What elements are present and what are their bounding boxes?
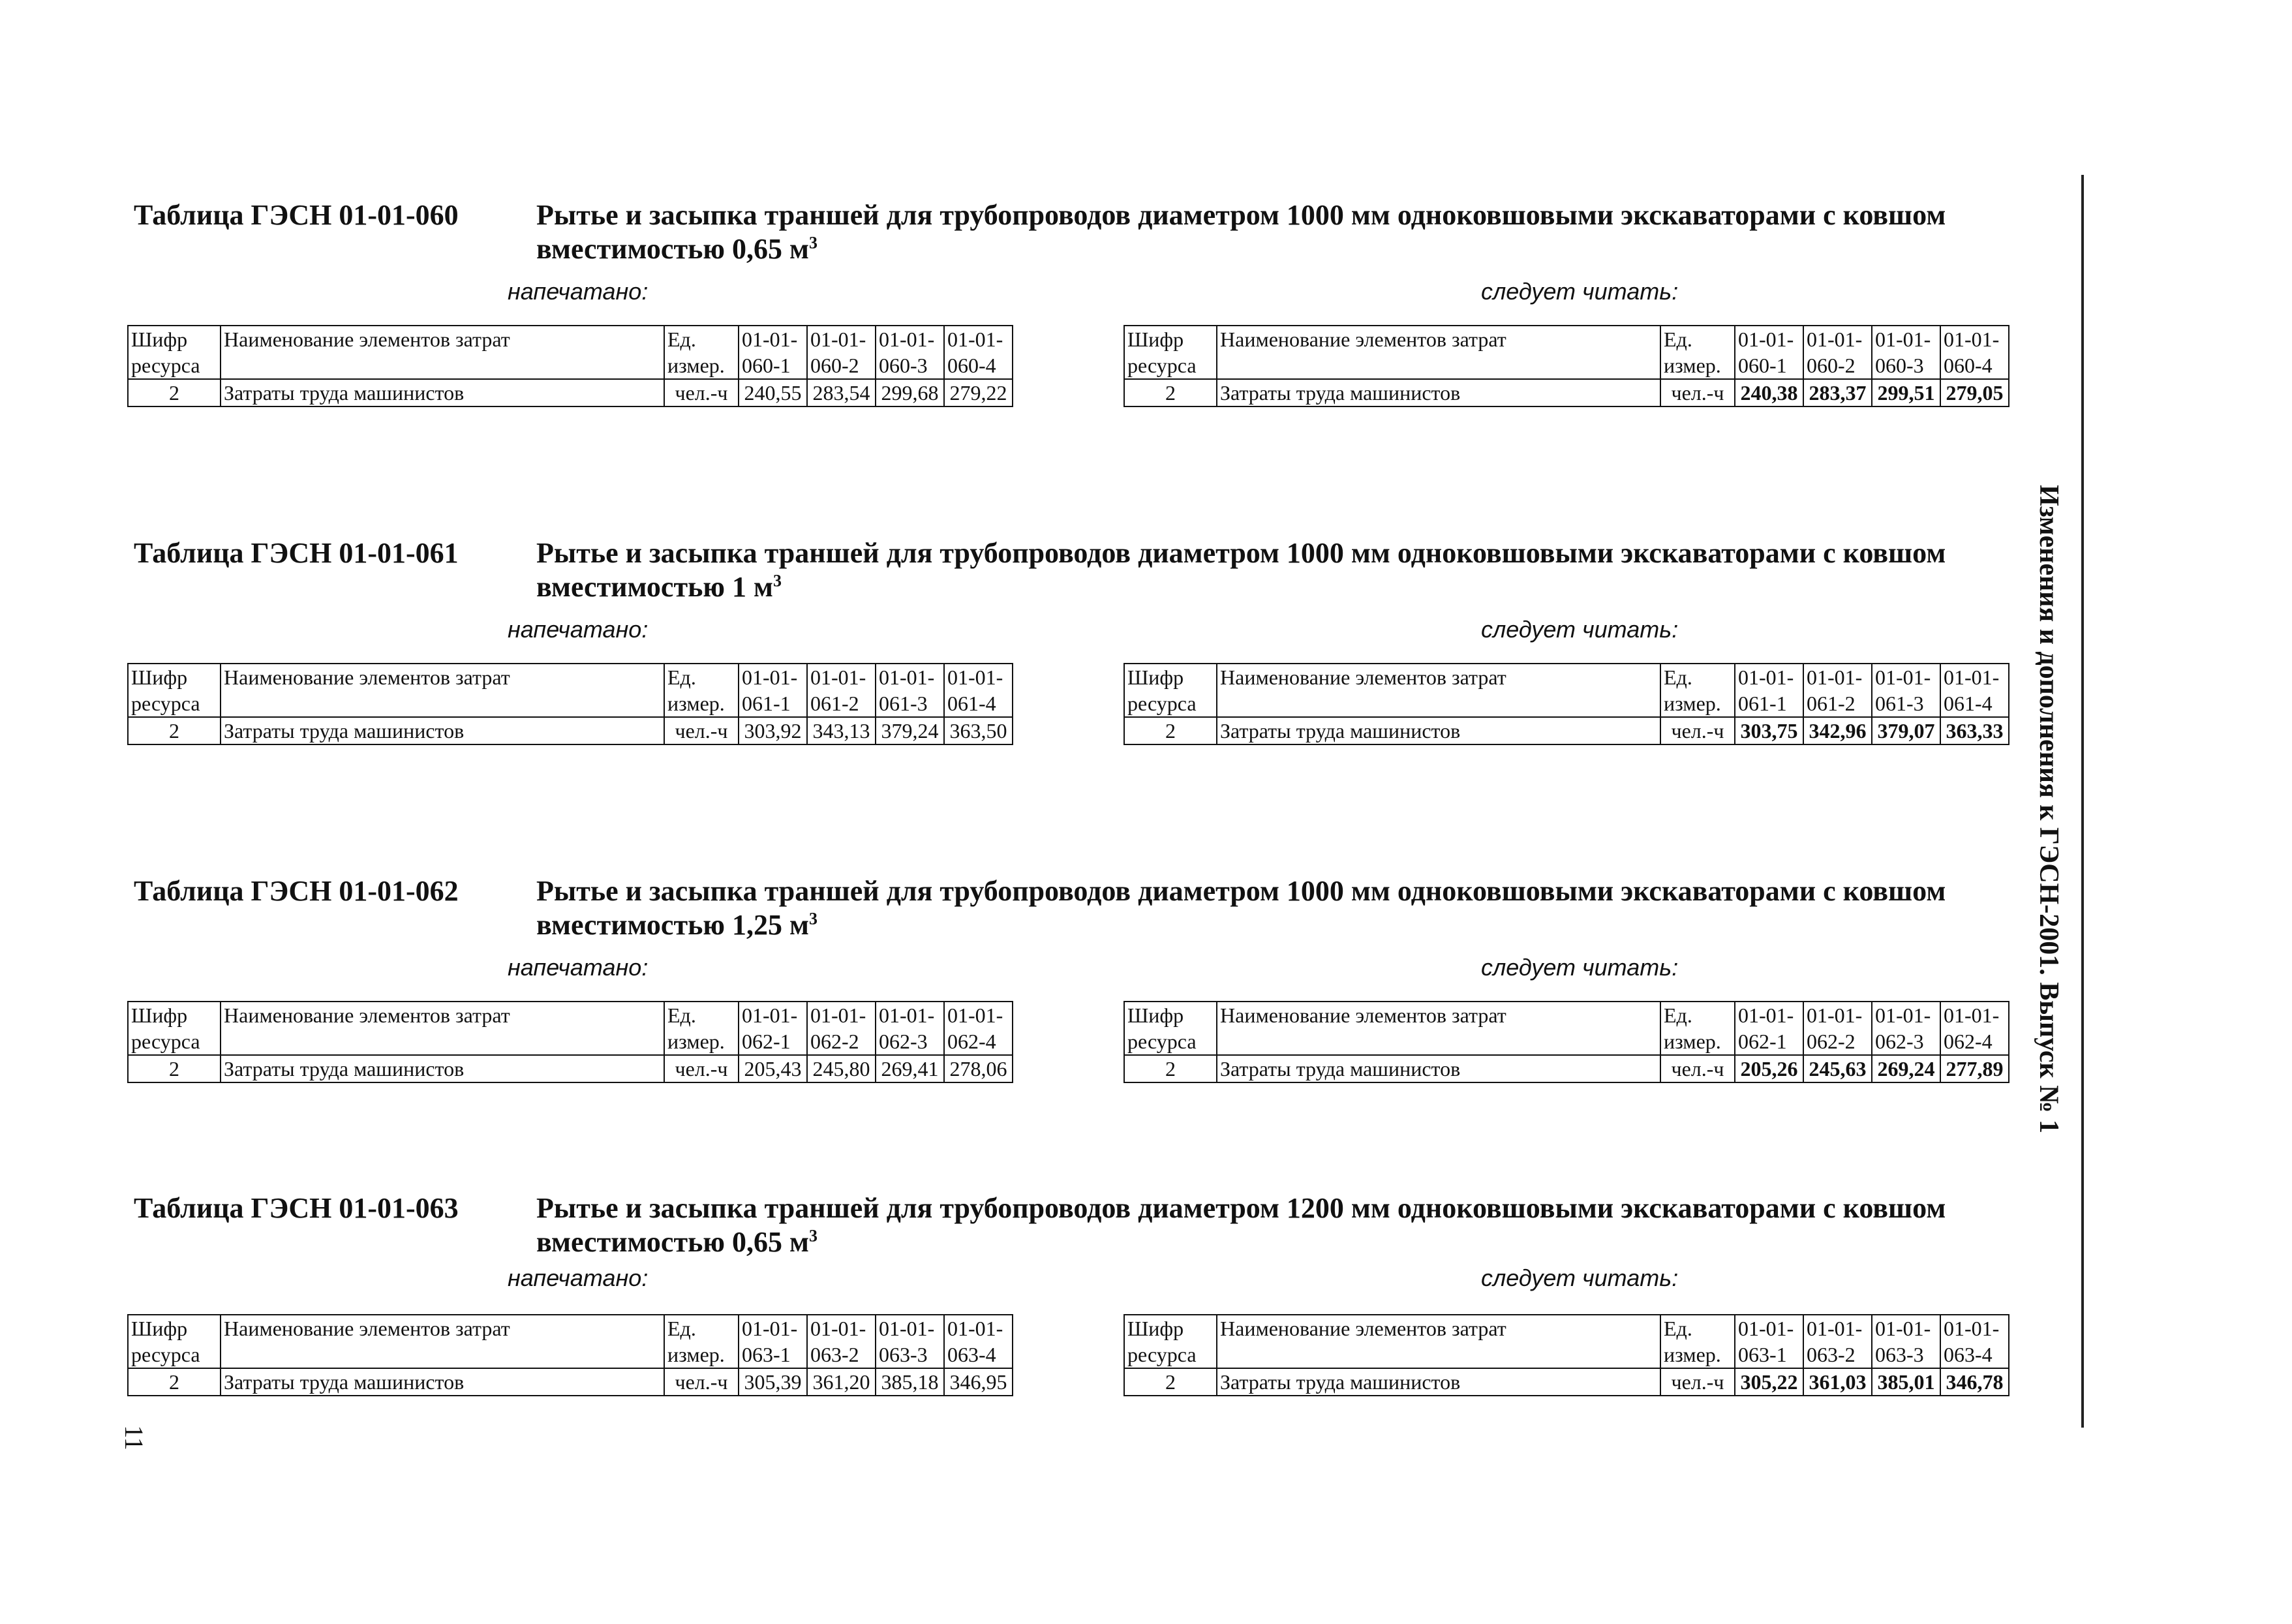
header-unit: Ед. — [664, 1315, 739, 1341]
resource-code: 2 — [1124, 379, 1217, 406]
table-code: Таблица ГЭСН 01-01-061 — [134, 537, 459, 569]
table-title: Рытье и засыпка траншей для трубопроводов диаметром 1200 мм одноковшовыми экскаваторами с ковшом вместимостью 0,65 $м^3$ — [536, 1192, 1946, 1258]
header-col-top: 01-01- — [739, 326, 807, 352]
header-unit-sub: измер. — [1660, 690, 1735, 717]
header-code: Шифр — [128, 1315, 221, 1341]
header-unit-sub: измер. — [1660, 1341, 1735, 1368]
header-unit: Ед. — [1660, 326, 1735, 352]
header-col-bottom: 062-1 — [1735, 1028, 1803, 1055]
header-code: Шифр — [1124, 326, 1217, 352]
header-col-top: 01-01- — [1872, 664, 1940, 690]
header-col-bottom: 061-3 — [1872, 690, 1940, 717]
table-title: Рытье и засыпка траншей для трубопроводов диаметром 1000 мм одноковшовыми экскаваторами с ковшом вместимостью 0,65 $м^3$ — [536, 199, 1946, 265]
header-col-top: 01-01- — [739, 664, 807, 690]
corrected-value-cell: 299,51 — [1872, 379, 1940, 406]
corrected-value-cell: 342,96 — [1803, 717, 1872, 744]
header-col-bottom: 061-4 — [944, 690, 1013, 717]
header-col-top: 01-01- — [1940, 1002, 2009, 1028]
header-name: Наименование элементов затрат — [221, 326, 664, 352]
header-col-bottom: 062-4 — [1940, 1028, 2009, 1055]
correct-table — [1123, 1001, 2009, 1083]
corrected-value-cell: 346,78 — [1940, 1368, 2009, 1396]
corrected-value-cell: 361,03 — [1803, 1368, 1872, 1396]
value-cell: 205,43 — [739, 1055, 807, 1082]
header-code: Шифр — [128, 326, 221, 352]
header-col-top: 01-01- — [739, 1315, 807, 1341]
header-unit-sub: измер. — [1660, 1028, 1735, 1055]
header-code: Шифр — [1124, 1002, 1217, 1028]
table-row — [128, 717, 1013, 744]
value-cell: 343,13 — [807, 717, 876, 744]
unit: чел.-ч — [1660, 379, 1735, 406]
header-code: Шифр — [1124, 664, 1217, 690]
header-col-bottom: 063-1 — [1735, 1341, 1803, 1368]
cost-element-name: Затраты труда машинистов — [221, 717, 664, 744]
printed-table — [127, 663, 1013, 745]
side-running-title: Изменения и дополнения к ГЭСН-2001. Выпуск № 1 — [2034, 485, 2064, 1133]
header-name: Наименование элементов затрат — [221, 664, 664, 690]
header-unit-sub: измер. — [664, 352, 739, 379]
header-col-bottom: 060-1 — [1735, 352, 1803, 379]
corrected-value-cell: 283,37 — [1803, 379, 1872, 406]
section-060 — [0, 198, 2114, 505]
header-name: Наименование элементов затрат — [1217, 326, 1660, 352]
header-code-sub: ресурса — [128, 690, 221, 717]
unit: чел.-ч — [664, 717, 739, 744]
header-unit: Ед. — [664, 664, 739, 690]
printed-table — [127, 1001, 1013, 1083]
header-col-top: 01-01- — [1872, 326, 1940, 352]
header-col-bottom: 061-3 — [876, 690, 944, 717]
table-code: Таблица ГЭСН 01-01-063 — [134, 1192, 459, 1224]
header-name-sub — [1217, 690, 1660, 717]
corrected-value-cell: 269,24 — [1872, 1055, 1940, 1082]
header-col-bottom: 062-1 — [739, 1028, 807, 1055]
header-col-top: 01-01- — [807, 664, 876, 690]
table-row — [1124, 1368, 2009, 1396]
header-code-sub: ресурса — [128, 1341, 221, 1368]
header-col-top: 01-01- — [1735, 664, 1803, 690]
value-cell: 346,95 — [944, 1368, 1013, 1396]
cost-element-name: Затраты труда машинистов — [1217, 1055, 1660, 1082]
header-col-top: 01-01- — [1803, 1315, 1872, 1341]
header-col-bottom: 060-4 — [944, 352, 1013, 379]
header-col-bottom: 062-2 — [1803, 1028, 1872, 1055]
header-col-top: 01-01- — [1735, 1315, 1803, 1341]
cost-element-name: Затраты труда машинистов — [221, 379, 664, 406]
resource-code: 2 — [1124, 1055, 1217, 1082]
header-unit-sub: измер. — [664, 1028, 739, 1055]
value-cell: 299,68 — [876, 379, 944, 406]
header-col-top: 01-01- — [739, 1002, 807, 1028]
header-col-bottom: 063-2 — [1803, 1341, 1872, 1368]
header-name-sub — [1217, 352, 1660, 379]
header-col-bottom: 060-3 — [876, 352, 944, 379]
header-col-bottom: 060-4 — [1940, 352, 2009, 379]
printed-label: напечатано: — [508, 616, 649, 643]
table-row — [128, 1368, 1013, 1396]
header-code-sub: ресурса — [1124, 1028, 1217, 1055]
value-cell: 240,55 — [739, 379, 807, 406]
corrected-value-cell: 277,89 — [1940, 1055, 2009, 1082]
header-col-top: 01-01- — [944, 664, 1013, 690]
header-col-top: 01-01- — [1803, 1002, 1872, 1028]
header-col-bottom: 062-3 — [876, 1028, 944, 1055]
corrected-value-cell: 303,75 — [1735, 717, 1803, 744]
header-name-sub — [221, 1341, 664, 1368]
correct-table — [1123, 1314, 2009, 1396]
header-unit: Ед. — [1660, 664, 1735, 690]
resource-code: 2 — [128, 1368, 221, 1396]
value-cell: 379,24 — [876, 717, 944, 744]
header-col-bottom: 062-3 — [1872, 1028, 1940, 1055]
header-col-top: 01-01- — [1872, 1002, 1940, 1028]
header-col-top: 01-01- — [944, 1002, 1013, 1028]
corrected-value-cell: 363,33 — [1940, 717, 2009, 744]
header-unit-sub: измер. — [1660, 352, 1735, 379]
header-col-bottom: 061-4 — [1940, 690, 2009, 717]
corrected-value-cell: 245,63 — [1803, 1055, 1872, 1082]
header-name-sub — [1217, 1028, 1660, 1055]
value-cell: 305,39 — [739, 1368, 807, 1396]
section-063 — [0, 1191, 2114, 1498]
header-col-bottom: 060-2 — [807, 352, 876, 379]
header-col-bottom: 063-4 — [944, 1341, 1013, 1368]
unit: чел.-ч — [1660, 717, 1735, 744]
header-unit-sub: измер. — [664, 1341, 739, 1368]
value-cell: 303,92 — [739, 717, 807, 744]
header-col-bottom: 061-1 — [1735, 690, 1803, 717]
correct-table — [1123, 325, 2009, 407]
header-code: Шифр — [128, 1002, 221, 1028]
corrected-value-cell: 205,26 — [1735, 1055, 1803, 1082]
header-col-top: 01-01- — [944, 1315, 1013, 1341]
correct-label: следует читать: — [1481, 616, 1679, 643]
cost-element-name: Затраты труда машинистов — [1217, 717, 1660, 744]
printed-label: напечатано: — [508, 1264, 649, 1291]
header-code-sub: ресурса — [1124, 690, 1217, 717]
corrected-value-cell: 305,22 — [1735, 1368, 1803, 1396]
header-col-top: 01-01- — [1940, 664, 2009, 690]
header-col-top: 01-01- — [1803, 326, 1872, 352]
unit: чел.-ч — [664, 379, 739, 406]
table-code: Таблица ГЭСН 01-01-062 — [134, 875, 459, 907]
table-row — [1124, 1055, 2009, 1082]
correct-label: следует читать: — [1481, 278, 1679, 305]
header-unit: Ед. — [664, 326, 739, 352]
header-name-sub — [221, 1028, 664, 1055]
header-col-bottom: 063-3 — [1872, 1341, 1940, 1368]
value-cell: 283,54 — [807, 379, 876, 406]
header-name-sub — [221, 352, 664, 379]
correct-label: следует читать: — [1481, 1264, 1679, 1291]
header-name: Наименование элементов затрат — [221, 1002, 664, 1028]
header-col-bottom: 063-3 — [876, 1341, 944, 1368]
value-cell: 363,50 — [944, 717, 1013, 744]
header-code-sub: ресурса — [1124, 1341, 1217, 1368]
resource-code: 2 — [1124, 717, 1217, 744]
resource-code: 2 — [128, 717, 221, 744]
header-code-sub: ресурса — [128, 1028, 221, 1055]
header-col-bottom: 061-2 — [1803, 690, 1872, 717]
header-col-top: 01-01- — [807, 1315, 876, 1341]
header-code: Шифр — [128, 664, 221, 690]
printed-label: напечатано: — [508, 278, 649, 305]
cost-element-name: Затраты труда машинистов — [221, 1055, 664, 1082]
header-col-top: 01-01- — [876, 326, 944, 352]
printed-label: напечатано: — [508, 954, 649, 981]
printed-table — [127, 1314, 1013, 1396]
corrected-value-cell: 279,05 — [1940, 379, 2009, 406]
header-col-top: 01-01- — [1872, 1315, 1940, 1341]
section-062 — [0, 874, 2114, 1181]
printed-table — [127, 325, 1013, 407]
header-col-bottom: 063-4 — [1940, 1341, 2009, 1368]
corrected-value-cell: 240,38 — [1735, 379, 1803, 406]
header-col-bottom: 063-2 — [807, 1341, 876, 1368]
resource-code: 2 — [128, 1055, 221, 1082]
header-col-top: 01-01- — [944, 326, 1013, 352]
header-col-bottom: 062-4 — [944, 1028, 1013, 1055]
header-col-top: 01-01- — [807, 1002, 876, 1028]
unit: чел.-ч — [664, 1368, 739, 1396]
header-unit-sub: измер. — [664, 690, 739, 717]
header-col-top: 01-01- — [876, 1002, 944, 1028]
table-code: Таблица ГЭСН 01-01-060 — [134, 199, 459, 231]
header-col-bottom: 060-1 — [739, 352, 807, 379]
header-name-sub — [1217, 1341, 1660, 1368]
unit: чел.-ч — [1660, 1055, 1735, 1082]
header-col-top: 01-01- — [1735, 326, 1803, 352]
header-code-sub: ресурса — [1124, 352, 1217, 379]
header-unit: Ед. — [1660, 1002, 1735, 1028]
page-number: 11 — [119, 1425, 149, 1450]
header-name: Наименование элементов затрат — [1217, 664, 1660, 690]
unit: чел.-ч — [1660, 1368, 1735, 1396]
cost-element-name: Затраты труда машинистов — [1217, 1368, 1660, 1396]
correct-label: следует читать: — [1481, 954, 1679, 981]
corrected-value-cell: 385,01 — [1872, 1368, 1940, 1396]
table-row — [1124, 379, 2009, 406]
table-title: Рытье и засыпка траншей для трубопроводов диаметром 1000 мм одноковшовыми экскаваторами с ковшом вместимостью 1,25 $м^3$ — [536, 875, 1946, 941]
header-col-bottom: 062-2 — [807, 1028, 876, 1055]
header-code: Шифр — [1124, 1315, 1217, 1341]
section-061 — [0, 536, 2114, 843]
resource-code: 2 — [128, 379, 221, 406]
corrected-value-cell: 379,07 — [1872, 717, 1940, 744]
header-col-bottom: 063-1 — [739, 1341, 807, 1368]
header-name: Наименование элементов затрат — [1217, 1315, 1660, 1341]
header-name: Наименование элементов затрат — [221, 1315, 664, 1341]
header-code-sub: ресурса — [128, 352, 221, 379]
header-name: Наименование элементов затрат — [1217, 1002, 1660, 1028]
value-cell: 269,41 — [876, 1055, 944, 1082]
value-cell: 361,20 — [807, 1368, 876, 1396]
header-col-bottom: 061-1 — [739, 690, 807, 717]
header-col-top: 01-01- — [876, 664, 944, 690]
correct-table — [1123, 663, 2009, 745]
header-unit: Ед. — [664, 1002, 739, 1028]
table-title: Рытье и засыпка траншей для трубопроводов диаметром 1000 мм одноковшовыми экскаваторами с ковшом вместимостью 1 $м^3$ — [536, 537, 1946, 603]
header-col-top: 01-01- — [876, 1315, 944, 1341]
header-name-sub — [221, 690, 664, 717]
header-unit: Ед. — [1660, 1315, 1735, 1341]
cost-element-name: Затраты труда машинистов — [1217, 379, 1660, 406]
table-row — [128, 379, 1013, 406]
table-row — [1124, 717, 2009, 744]
header-col-top: 01-01- — [1803, 664, 1872, 690]
header-col-bottom: 060-2 — [1803, 352, 1872, 379]
header-col-top: 01-01- — [1940, 326, 2009, 352]
cost-element-name: Затраты труда машинистов — [221, 1368, 664, 1396]
header-col-top: 01-01- — [1735, 1002, 1803, 1028]
header-col-top: 01-01- — [807, 326, 876, 352]
header-col-bottom: 061-2 — [807, 690, 876, 717]
unit: чел.-ч — [664, 1055, 739, 1082]
value-cell: 385,18 — [876, 1368, 944, 1396]
header-col-top: 01-01- — [1940, 1315, 2009, 1341]
table-row — [128, 1055, 1013, 1082]
resource-code: 2 — [1124, 1368, 1217, 1396]
value-cell: 245,80 — [807, 1055, 876, 1082]
margin-rule — [2081, 175, 2084, 1428]
value-cell: 278,06 — [944, 1055, 1013, 1082]
header-col-bottom: 060-3 — [1872, 352, 1940, 379]
value-cell: 279,22 — [944, 379, 1013, 406]
